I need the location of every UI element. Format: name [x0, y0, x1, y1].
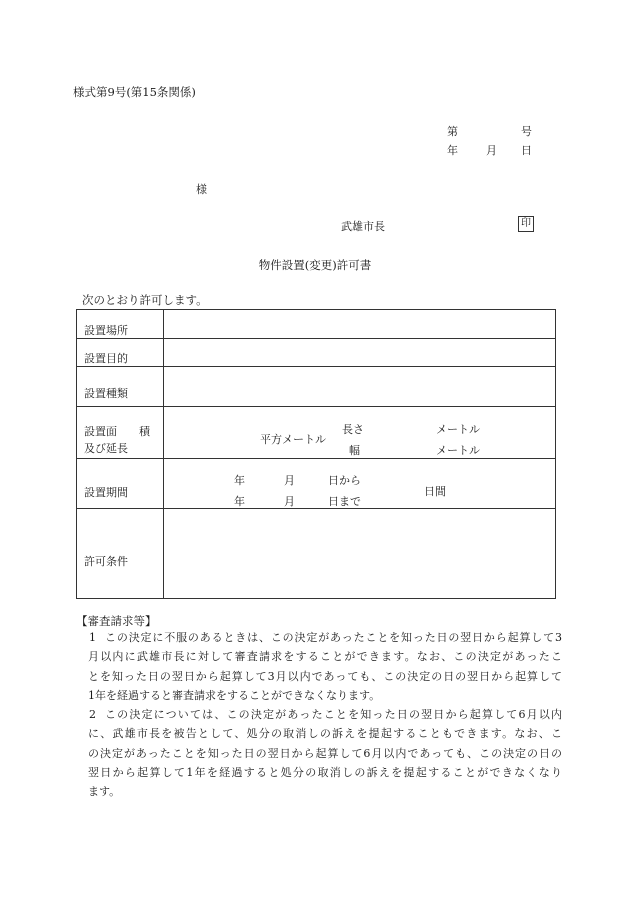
table-row-divider: [77, 458, 555, 459]
table-row-divider: [77, 366, 555, 367]
review-item-text: [88, 705, 562, 801]
doc-number-suffix: 号: [521, 125, 532, 138]
date-month-label: 月: [486, 144, 497, 157]
table-row-divider: [77, 406, 555, 407]
review-item: [76, 628, 562, 708]
review-heading: 【審査請求等】: [76, 614, 157, 628]
table-row-divider: [77, 338, 555, 339]
review-line: この決定については、この決定があったことを知った日の翌日から起算して6月以内: [105, 708, 562, 721]
review-line: 1年を経過すると審査請求をすることができなくなります。: [88, 688, 381, 702]
seal-icon: 印: [518, 216, 534, 232]
period-from-month: 月: [284, 474, 295, 487]
review-line: ます。: [88, 785, 121, 799]
row-label-purpose: 設置目的: [84, 352, 128, 365]
review-item-text: [88, 628, 562, 705]
period-from-day: 日から: [328, 474, 361, 487]
issuer-name: 武雄市長: [341, 220, 385, 233]
table-row-divider: [77, 508, 555, 509]
form-number: 様式第9号(第15条関係): [73, 85, 196, 99]
date-day-label: 日: [521, 144, 532, 157]
document-title: 物件設置(変更)許可書: [258, 258, 372, 272]
row-label-period: 設置期間: [84, 486, 128, 499]
review-line: とを知った日の翌日から起算して3月以内であっても、この決定の日の翌日から起算して: [88, 669, 562, 683]
review-line: 月以内に武雄市長に対して審査請求をすることができます。なお、この決定があったこ: [88, 650, 562, 664]
period-to-year: 年: [234, 495, 245, 508]
review-line: この決定に不服のあるときは、この決定があったことを知った日の翌日から起算して3: [105, 631, 562, 644]
length-label: 長さ: [342, 423, 364, 436]
period-from-year: 年: [234, 474, 245, 487]
period-days-unit: 日間: [424, 485, 446, 498]
review-item-number: 2: [89, 708, 96, 721]
row-label-type: 設置種類: [84, 387, 128, 400]
table-column-divider: [163, 310, 164, 598]
row-label-area: 設置面 積: [84, 425, 150, 438]
row-label-location: 設置場所: [84, 324, 128, 337]
width-label: 幅: [349, 444, 360, 457]
review-line: の決定があったことを知った日の翌日から起算して6月以内であっても、この決定の日の: [88, 746, 562, 760]
intro-text: 次のとおり許可します。: [82, 293, 208, 307]
addressee-honorific: 様: [196, 183, 207, 196]
period-to-day: 日まで: [328, 495, 361, 508]
permit-form-table: [76, 309, 556, 599]
width-unit: メートル: [436, 444, 480, 457]
length-unit: メートル: [436, 423, 480, 436]
review-line: 翌日から起算して1年を経過すると処分の取消しの訴えを提起することができなくなり: [88, 765, 562, 779]
area-unit: 平方メートル: [260, 433, 326, 446]
date-year-label: 年: [447, 144, 458, 157]
doc-number-label: 第: [447, 125, 458, 138]
review-item: [76, 705, 562, 805]
period-to-month: 月: [284, 495, 295, 508]
row-label-area-extension: 及び延長: [84, 442, 128, 455]
row-label-conditions: 許可条件: [84, 555, 128, 568]
review-item-number: 1: [89, 631, 96, 644]
review-line: に、武雄市長を被告として、処分の取消しの訴えを提起することもできます。なお、こ: [88, 727, 562, 741]
